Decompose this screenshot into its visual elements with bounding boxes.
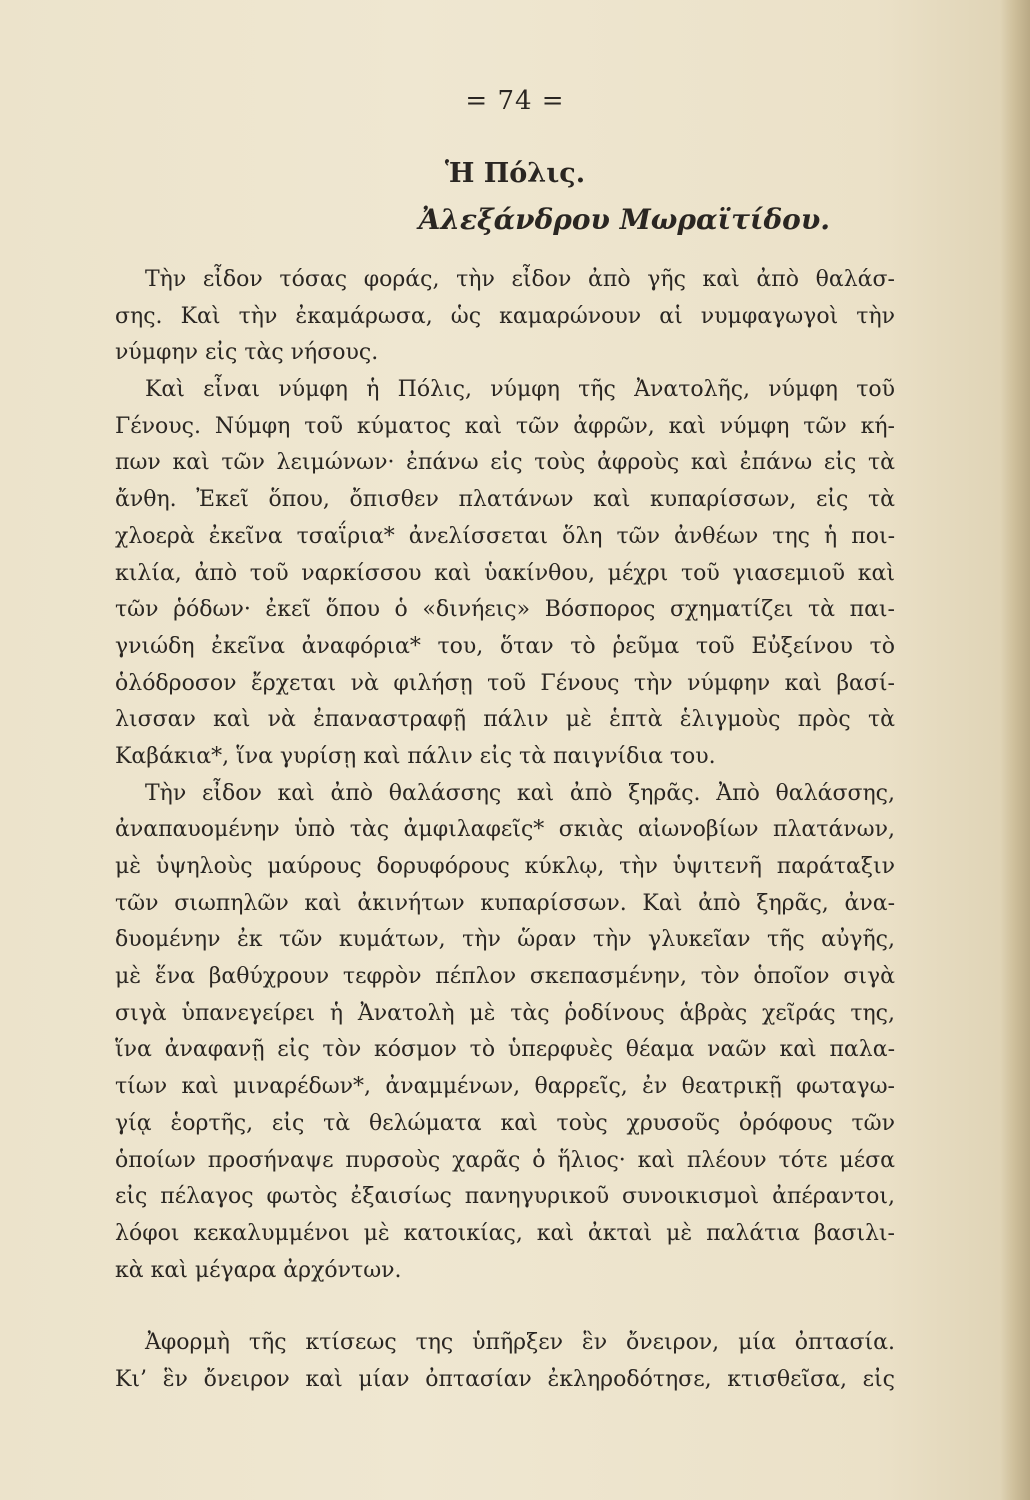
text-line: Καὶ εἶναι νύμφη ἡ Πόλις, νύμφη τῆς Ἀνατολῆς, νύμφη τοῦ	[145, 377, 895, 403]
text-line: ὁλόδροσον ἔρχεται νὰ φιλήσῃ τοῦ Γένους τὴν νύμφην καὶ βασί-	[115, 670, 895, 696]
text-line: τῶν ῥόδων· ἐκεῖ ὅπου ὁ «δινήεις» Βόσπορος σχηματίζει τὰ παι-	[115, 597, 895, 623]
text-line: δυομένην ἐκ τῶν κυμάτων, τὴν ὥραν τὴν γλυκεῖαν τῆς αὐγῆς,	[115, 927, 895, 953]
page-edge-shadow	[1000, 0, 1030, 1500]
text-line: Τὴν εἶδον καὶ ἀπὸ θαλάσσης καὶ ἀπὸ ξηρᾶς. Ἀπὸ θαλάσσης,	[145, 780, 895, 806]
text-line: Τὴν εἶδον τόσας φοράς, τὴν εἶδον ἀπὸ γῆς καὶ ἀπὸ θαλάσ-	[145, 267, 895, 292]
text-line: πων καὶ τῶν λειμώνων· ἐπάνω εἰς τοὺς ἀφροὺς καὶ ἐπάνω εἰς τὰ	[115, 450, 895, 476]
page-title: Ἡ Πόλις.	[444, 158, 586, 189]
text-line: ὁποίων προσήναψε πυρσοὺς χαρᾶς ὁ ἥλιος· καὶ πλέουν τότε μέσα	[115, 1147, 895, 1173]
text-line: ἀναπαυομένην ὑπὸ τὰς ἀμφιλαφεῖς* σκιὰς αἰωνοβίων πλατάνων,	[115, 817, 895, 843]
text-line: μὲ ὑψηλοὺς μαύρους δορυφόρους κύκλῳ, τὴν ὑψιτενῆ παράταξιν	[115, 854, 895, 879]
text-line: κιλία, ἀπὸ τοῦ ναρκίσσου καὶ ὑακίνθου, μέχρι τοῦ γιασεμιοῦ καὶ	[115, 560, 895, 586]
text-line: τῶν σιωπηλῶν καὶ ἀκινήτων κυπαρίσσων. Καὶ ἀπὸ ξηρᾶς, ἀνα-	[115, 890, 895, 916]
text-line: σιγὰ ὑπανεγείρει ἡ Ἀνατολὴ μὲ τὰς ῥοδίνους ἁβρὰς χεῖράς της,	[115, 1000, 895, 1026]
text-line: λόφοι κεκαλυμμένοι μὲ κατοικίας, καὶ ἀκταὶ μὲ παλάτια βασιλι-	[115, 1220, 895, 1246]
text-body	[115, 262, 895, 1399]
text-line: γνιώδη ἐκεῖνα ἀναφόρια* του, ὅταν τὸ ῥεῦμα τοῦ Εὐξείνου τὸ	[115, 633, 895, 659]
text-line: Ἀφορμὴ τῆς κτίσεως της ὑπῆρξεν ἓν ὄνειρον, μία ὀπτασία.	[145, 1330, 895, 1356]
text-line: τίων καὶ μιναρέδων*, ἀναμμένων, θαρρεῖς, ἐν θεατρικῇ φωταγω-	[115, 1074, 895, 1100]
text-line: εἰς πέλαγος φωτὸς ἐξαισίως πανηγυρικοῦ συνοικισμοὶ ἀπέραντοι,	[115, 1184, 895, 1210]
text-line: γίᾳ ἑορτῆς, εἰς τὰ θελώματα καὶ τοὺς χρυσοῦς ὀρόφους τῶν	[115, 1110, 895, 1136]
text-line: Κι’ ἓν ὄνειρον καὶ μίαν ὀπτασίαν ἐκληροδότησε, κτισθεῖσα, εἰς	[115, 1366, 895, 1392]
author-name: Ἀλεξάνδρου Μωραϊτίδου.	[418, 203, 830, 236]
text-line: νύμφην εἰς τὰς νήσους.	[115, 340, 379, 366]
text-line: λισσαν καὶ νὰ ἐπαναστραφῇ πάλιν μὲ ἑπτὰ ἑλιγμοὺς πρὸς τὰ	[115, 707, 895, 733]
text-line: ἵνα ἀναφανῇ εἰς τὸν κόσμον τὸ ὑπερφυὲς θέαμα ναῶν καὶ παλα-	[115, 1037, 895, 1063]
text-line: χλοερὰ ἐκεῖνα τσαΐρια* ἀνελίσσεται ὅλη τῶν ἀνθέων της ἡ ποι-	[115, 523, 895, 549]
text-line: Γένους. Νύμφη τοῦ κύματος καὶ τῶν ἀφρῶν, καὶ νύμφη τῶν κή-	[115, 413, 895, 439]
text-line: ἄνθη. Ἐκεῖ ὅπου, ὄπισθεν πλατάνων καὶ κυπαρίσσων, εἰς τὰ	[115, 487, 895, 513]
paragraph-gap	[115, 1289, 895, 1325]
text-line: κὰ καὶ μέγαρα ἀρχόντων.	[115, 1257, 402, 1283]
text-line: σης. Καὶ τὴν ἐκαμάρωσα, ὡς καμαρώνουν αἱ νυμφαγωγοὶ τὴν	[115, 303, 895, 329]
text-line: Καβάκια*, ἵνα γυρίσῃ καὶ πάλιν εἰς τὰ παιγνίδια του.	[115, 743, 716, 769]
page-number: = 74 =	[465, 86, 565, 116]
text-line: μὲ ἕνα βαθύχρουν τεφρὸν πέπλον σκεπασμένην, τὸν ὁποῖον σιγὰ	[115, 964, 895, 990]
